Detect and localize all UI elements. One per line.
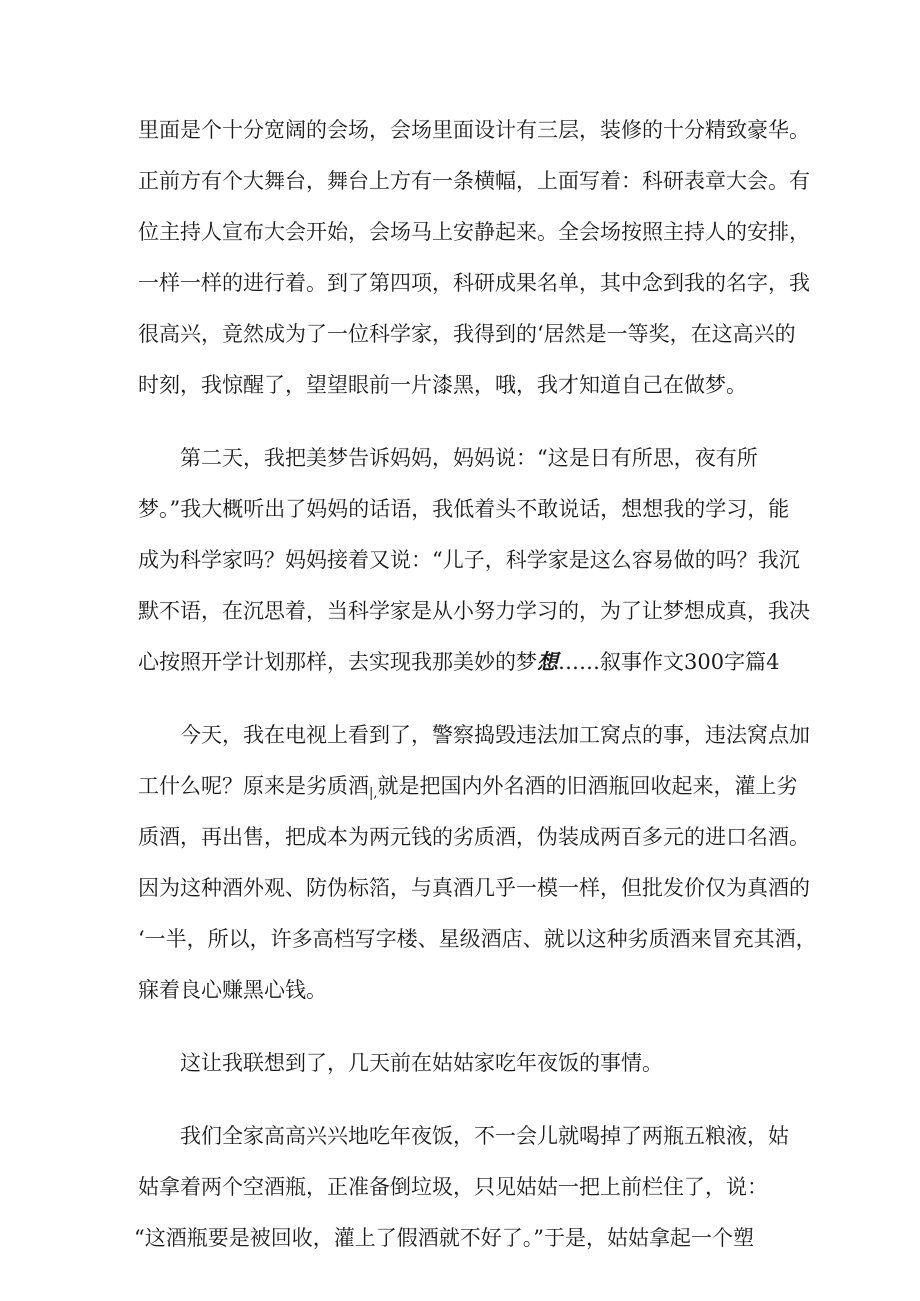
stray-mark: |, <box>369 786 378 801</box>
text-line: 里面是个十分宽阔的会场，会场里面设计有三层，装修的十分精致豪华。 <box>138 118 810 142</box>
text-line: 一样一样的进行着。到了第四项，科研成果名单，其中念到我的名字，我 <box>138 271 810 295</box>
text-line: 这让我联想到了，几天前在姑姑家吃年夜饭的事情。 <box>180 1051 663 1075</box>
text-line: 第二天，我把美梦告诉妈妈，妈妈说：“这是日有所思，夜有所 <box>180 446 758 470</box>
text-line: 默不语，在沉思着，当科学家是从小努力学习的，为了让梦想成真，我决 <box>138 599 810 623</box>
text-line: 因为这种酒外观、防伪标箔，与真酒几乎一模一样，但批发价仅为真酒的 <box>138 876 810 900</box>
text-run: 就是把国内外名酒的旧酒瓶回收起来，灌上劣 <box>377 774 798 798</box>
text-line: “这酒瓶要是被回收，灌上了假酒就不好了。”于是，姑姑拿起一个塑 <box>134 1226 754 1250</box>
text-run: ……叙事作文300字篇4 <box>558 650 780 674</box>
text-line: 我们全家高高兴兴地吃年夜饭，不一会儿就喝掉了两瓶五粮液，姑 <box>180 1124 789 1148</box>
text-line: 时刻，我惊醒了，望望眼前一片漆黑，哦，我才知道自己在做梦。 <box>138 373 747 397</box>
text-line: 梦。”我大概听出了妈妈的话语，我低着头不敢说话，想想我的学习，能 <box>138 497 790 521</box>
text-line: 寐着良心赚黑心钱。 <box>138 978 327 1002</box>
text-line <box>138 647 779 677</box>
text-line: ‘一半，所以，许多高档写字楼、星级酒店、就以这种劣质酒来冒充其酒， <box>138 927 817 951</box>
text-run: 心按照开学计划那样，去实现我那美妙的梦 <box>138 650 537 674</box>
text-line: 位主持人宣布大会开始，会场马上安静起来。全会场按照主持人的安排， <box>138 220 810 244</box>
text-line: 质酒，再出售，把成本为两元钱的劣质酒，伪装成两百多元的进口名酒。 <box>138 825 810 849</box>
text-line: 正前方有个大舞台，舞台上方有一条横幅，上面写着：科研表章大会。有 <box>138 169 810 193</box>
text-line: 姑拿着两个空酒瓶，正准备倒垃圾，只见姑姑一把上前栏住了，说： <box>138 1175 768 1199</box>
bold-text-run: 想 <box>537 649 558 674</box>
text-line: 今天，我在电视上看到了，警察捣毁违法加工窝点的事，违法窝点加 <box>180 723 810 747</box>
text-line: 成为科学家吗？妈妈接着又说：“儿子，科学家是这么容易做的吗？我沉 <box>138 548 800 572</box>
text-line: 很高兴，竟然成为了一位科学家，我得到的‘居然是一等奖，在这高兴的 <box>138 322 796 346</box>
text-line <box>138 771 798 809</box>
text-run: 工什么呢？原来是劣质酒 <box>138 774 369 798</box>
